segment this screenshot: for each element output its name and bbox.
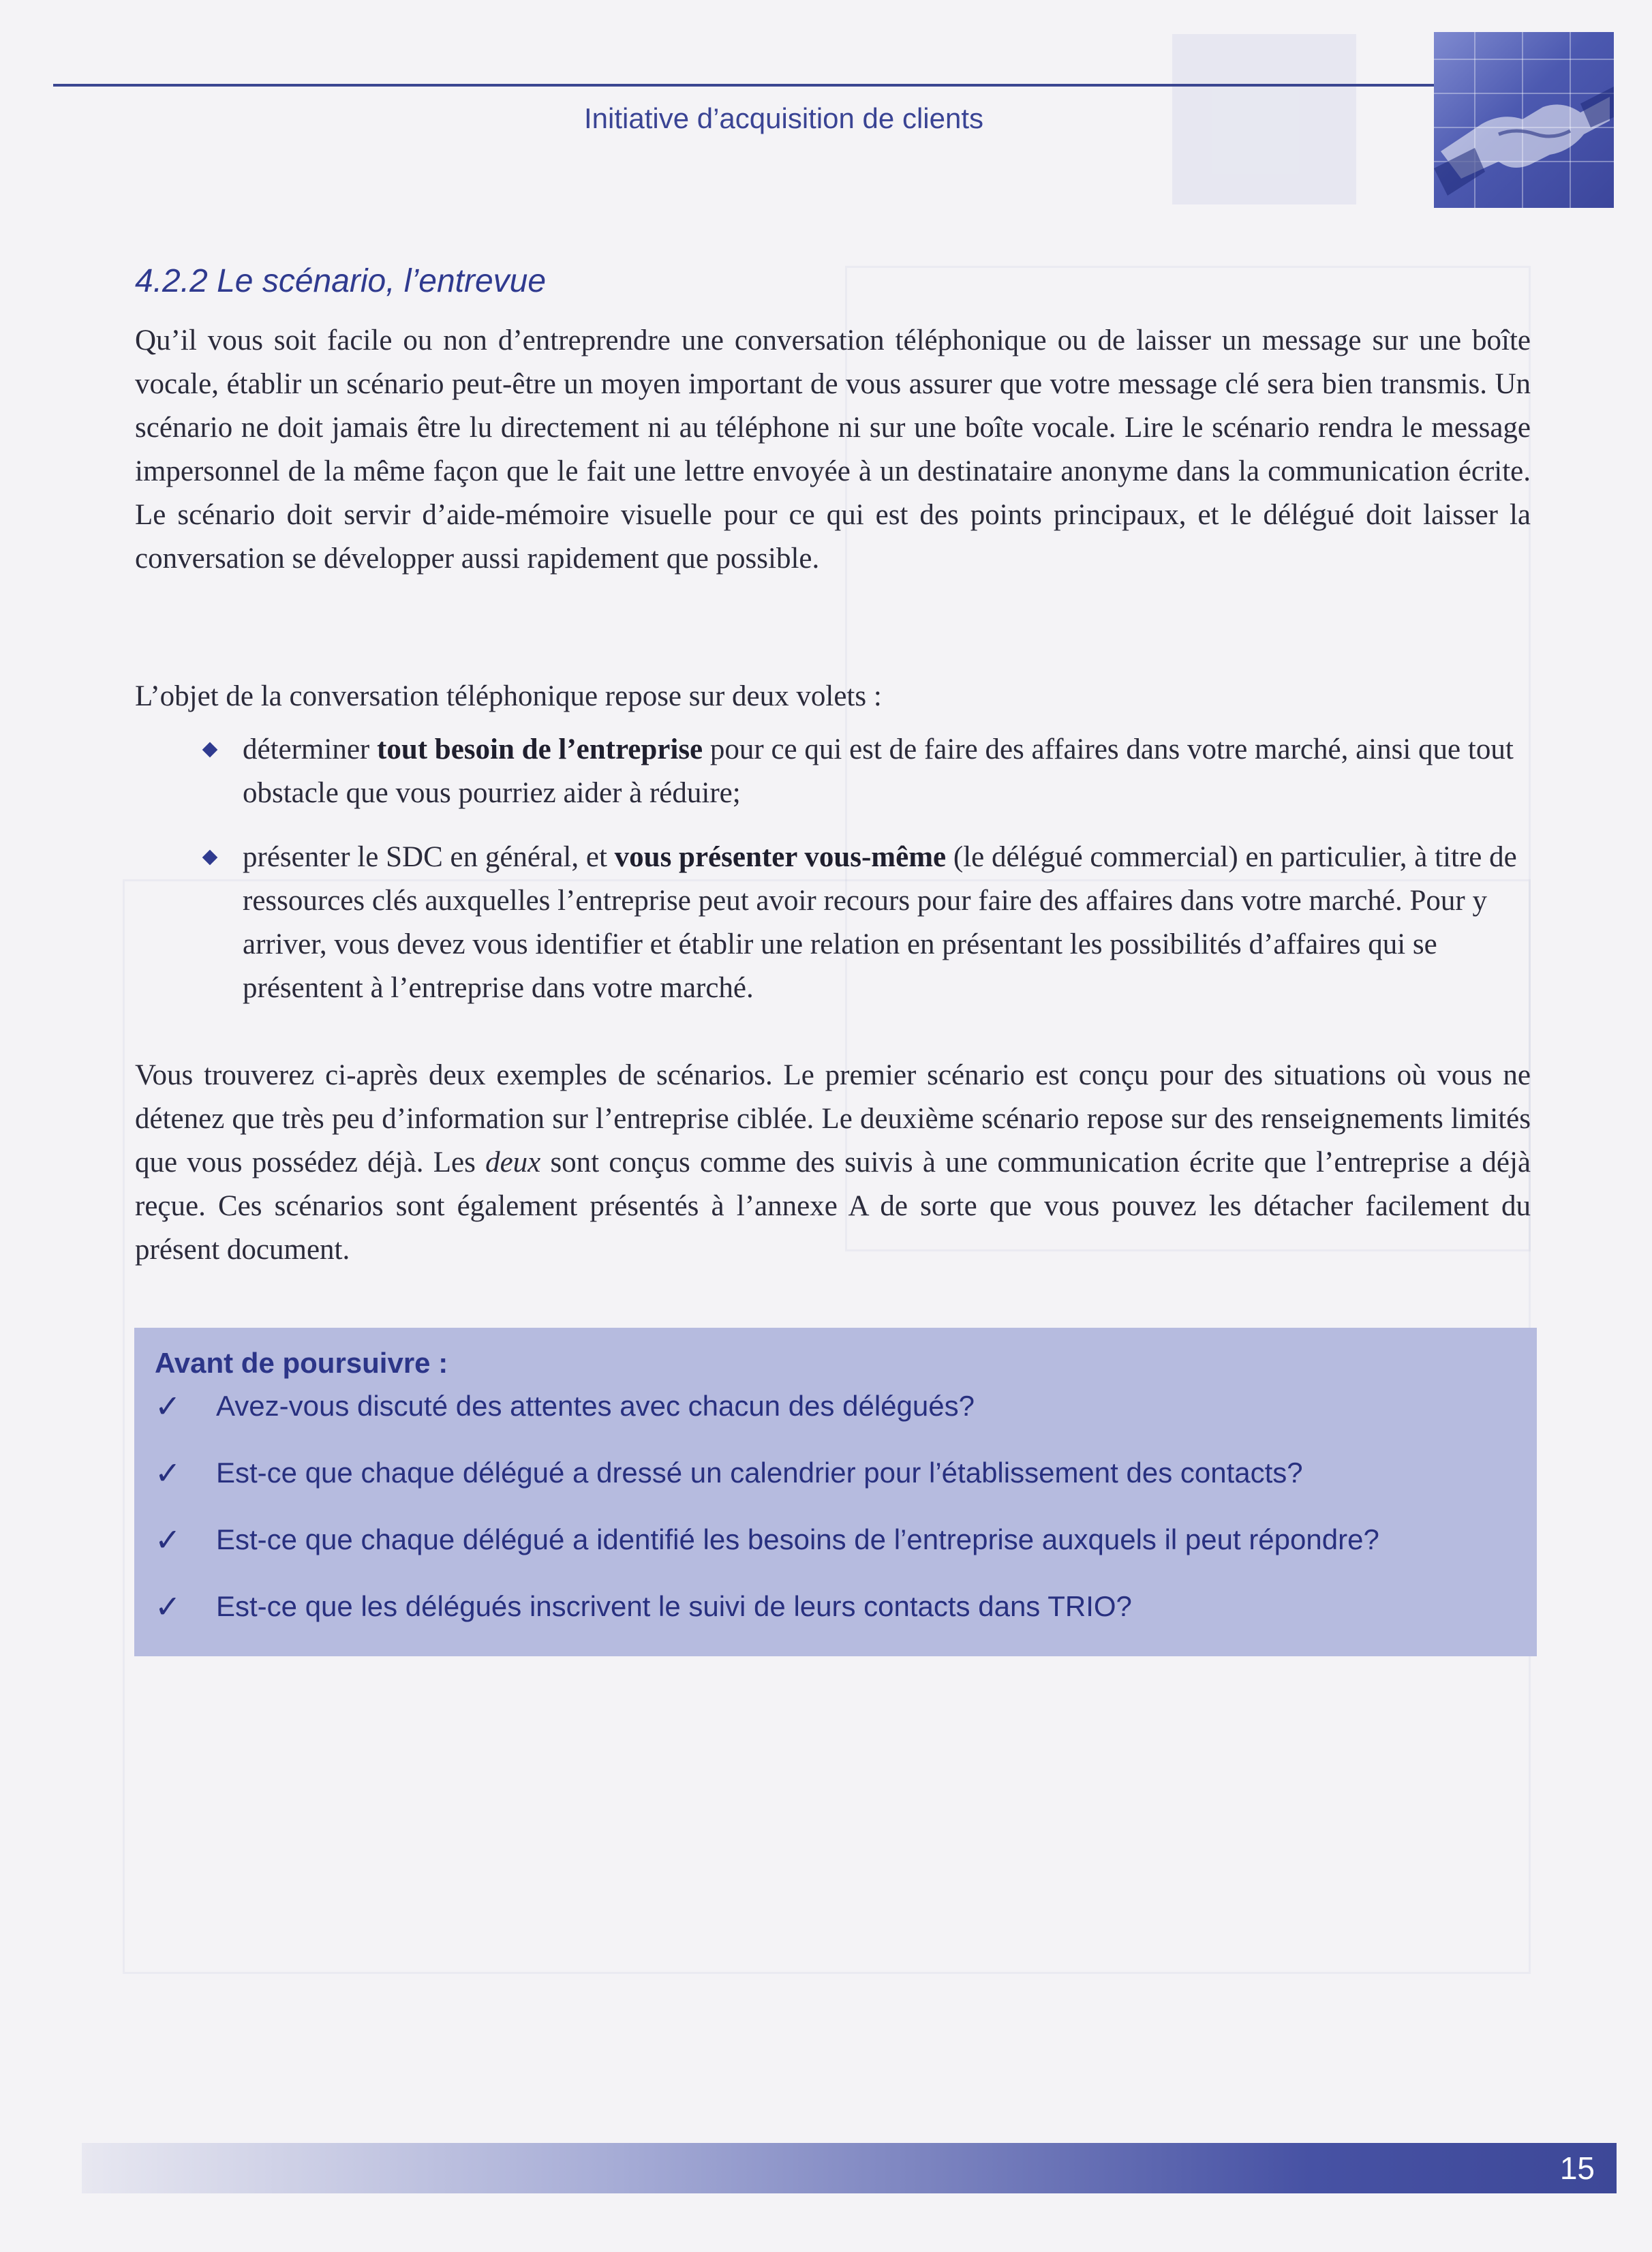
checkmark-icon: ✓ (155, 1388, 181, 1424)
paragraph-intro: Qu’il vous soit facile ou non d’entreprendre une conversation téléphonique ou de laisser un message sur une boîte vocale, établir un scénario peut-être un moyen important de vous assurer que votre message clé sera bien transmis. Un scénario ne doit jamais être lu directement ni au téléphone ni sur une boîte vocale. Lire le scénario rendra le message impersonnel de la même façon que le fait une lettre envoyée à un destinataire anonyme dans la communication écrite. Le scénario doit servir d’aide-mémoire visuelle pour ce qui est des points principaux, et le délégué doit laisser la conversation se développer aussi rapidement que possible. (135, 324, 1531, 575)
checkmark-icon: ✓ (155, 1589, 181, 1624)
checkmark-icon: ✓ (155, 1522, 181, 1557)
bullet-list (135, 728, 1531, 1031)
diamond-bullet-icon (202, 742, 218, 758)
running-header: Initiative d’acquisition de clients (584, 102, 983, 134)
handshake-icon (1434, 32, 1614, 208)
list-item: ✓ Est-ce que les délégués inscrivent le suivi de leurs contacts dans TRIO? (155, 1589, 1132, 1624)
header-rule (53, 84, 1437, 87)
show-through-image (1172, 34, 1356, 204)
checkmark-icon: ✓ (155, 1455, 181, 1491)
checklist-heading: Avant de poursuivre : (155, 1347, 448, 1379)
list-item: ✓ Est-ce que chaque délégué a identifié les besoins de l’entreprise auxquels il peut répondre? (155, 1522, 1379, 1557)
paragraph-examples: Vous trouverez ci-après deux exemples de scénarios. Le premier scénario est conçu pour des situations où vous ne détenez que très peu d’information sur l’entreprise ciblée. Le deuxième scénario repose sur des renseignements limités que vous possédez déjà. Les deux sont conçus comme des suivis à une communication écrite que l’entreprise a déjà reçue. Ces scénarios sont également présentés à l’annexe A de sorte que vous pouvez les détacher facilement du présent document. (135, 1059, 1531, 1266)
page-number: 15 (1559, 2150, 1595, 2186)
checklist (155, 1389, 1518, 1656)
list-item: déterminer tout besoin de l’entreprise pour ce qui est de faire des affaires dans votre marché, ainsi que tout obstacle que vous pourriez aider à réduire; (135, 728, 1531, 815)
list-item: ✓ Est-ce que chaque délégué a dressé un calendrier pour l’établissement des contacts? (155, 1455, 1303, 1491)
footer-bar (82, 2143, 1617, 2193)
list-item: ✓ Avez-vous discuté des attentes avec chacun des délégués? (155, 1388, 975, 1424)
section-heading: 4.2.2 Le scénario, l’entrevue (135, 263, 547, 299)
list-item: présenter le SDC en général, et vous présenter vous-même (le délégué commercial) en particulier, à titre de ressources clés auxquelles l’entreprise peut avoir recours pour faire des affaires dans votre marché. Pour y arriver, vous devez vous identifier et établir une relation en présentant les possibilités d’affaires qui se présentent à l’entreprise dans votre marché. (135, 836, 1531, 1010)
checklist-box (134, 1328, 1537, 1656)
diamond-bullet-icon (202, 850, 218, 866)
paragraph-volets: L’objet de la conversation téléphonique repose sur deux volets : (135, 680, 882, 712)
